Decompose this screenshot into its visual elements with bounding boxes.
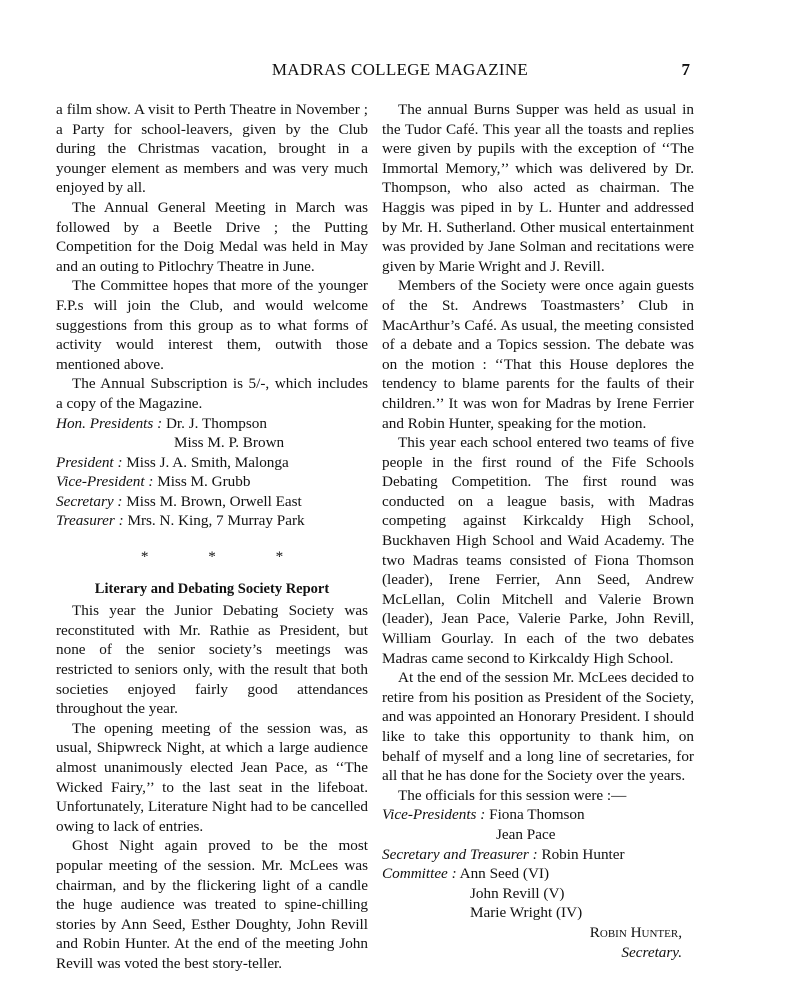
paragraph: Members of the Society were once again guests of the St. Andrews Toastmasters’ Club in MacArthur’s Café. As usual, the meeting consisted of a debate and a Topics session. The debate was on the motion : ‘‘That this House deplores the tendency to blame parents for the faults of their children.’’ It was won for Madras by Irene Ferrier and Robin Hunter, speaking for the motion.	[382, 277, 694, 432]
official-value: Fiona Thomson	[489, 806, 585, 824]
official-row	[382, 864, 694, 884]
paragraph: The Committee hopes that more of the younger F.P.s will join the Club, and would welcome suggestions from this group as to what forms of activity would interest them, outwith those mentioned above.	[56, 277, 368, 373]
official-label: Hon. Presidents :	[56, 414, 163, 432]
society-officials-list	[382, 805, 694, 923]
paragraph: This year the Junior Debating Society was reconstituted with Mr. Rathie as President, but none of the senior society’s meetings was restricted to seniors only, with the result that both societies enjoyed fairly good attendances throughout the year.	[56, 602, 368, 718]
running-title: MADRAS COLLEGE MAGAZINE	[271, 60, 529, 79]
official-row	[56, 472, 368, 492]
official-label: Vice-Presidents :	[382, 806, 486, 824]
official-value: Miss M. P. Brown	[174, 434, 285, 452]
official-value: Marie Wright (IV)	[470, 904, 583, 922]
official-row	[382, 884, 694, 904]
official-label: Committee :	[382, 865, 457, 883]
official-value: Miss M. Grubb	[157, 473, 251, 491]
official-row	[382, 903, 694, 923]
official-row	[56, 433, 368, 453]
paragraph: The opening meeting of the session was, as usual, Shipwreck Night, at which a large audience almost unanimously elected Jean Pace, as ‘‘The Wicked Fairy,’’ to the last seat in the lifeboat. Unfortunately, Literature Night had to be cancelled owing to lack of entries.	[56, 719, 368, 835]
official-label: President :	[56, 453, 123, 471]
signature-title: Secretary.	[621, 943, 682, 961]
official-value: Ann Seed (VI)	[459, 865, 550, 883]
right-column	[382, 100, 694, 962]
official-value: Jean Pace	[496, 825, 556, 843]
official-row	[382, 805, 694, 825]
official-value: John Revill (V)	[470, 884, 565, 902]
page-header	[0, 60, 800, 84]
left-column	[56, 100, 368, 974]
paragraph: The officials for this session were :—	[398, 786, 627, 804]
official-row	[56, 492, 368, 512]
official-value: Mrs. N. King, 7 Murray Park	[127, 512, 305, 530]
official-value: Miss J. A. Smith, Malonga	[126, 453, 289, 471]
paragraph: The annual Burns Supper was held as usual in the Tudor Café. This year all the toasts and replies were given by pupils with the exception of ‘‘The Immortal Memory,’’ which was delivered by Dr. Thompson, who also acted as chairman. The Haggis was piped in by L. Hunter and addressed by Mr. H. Sutherland. Other musical entertainment was provided by Jane Solman and recitations were given by Marie Wright and J. Revill.	[382, 101, 694, 275]
page-number: 7	[681, 60, 690, 79]
section-separator: * * *	[140, 548, 312, 566]
paragraph: The Annual Subscription is 5/-, which includes a copy of the Magazine.	[56, 375, 368, 412]
paragraph: At the end of the session Mr. McLees decided to retire from his position as President of the Society, and was appointed an Honorary President. I should like to take this opportunity to thank him, on behalf of myself and a long line of secretaries, for all that he has done for the Society over the years.	[382, 669, 694, 785]
paragraph: This year each school entered two teams of five people in the first round of the Fife Schools Debating Competition. The first round was conducted on a league basis, with Madras competing against Kirkcaldy High School, Buckhaven High School and Waid Academy. The two Madras teams consisted of Fiona Thomson (leader), Irene Ferrier, Ann Seed, Andrew McLellan, Colin Mitchell and Valerie Brown (leader), Jean Pace, Valerie Parke, John Revill, William Gourlay. In each of the two debates Madras came second to Kirkcaldy High School.	[382, 434, 694, 667]
official-value: Dr. J. Thompson	[165, 414, 267, 432]
official-label: Secretary :	[56, 492, 123, 510]
club-officials-list	[56, 414, 368, 532]
official-label: Secretary and Treasurer :	[382, 845, 538, 863]
paragraph: a film show. A visit to Perth Theatre in November ; a Party for school-leavers, given by the Club during the Christmas vacation, brought in a younger element as members and was very much enjoyed by all.	[56, 101, 368, 197]
official-row	[56, 511, 368, 531]
official-label: Treasurer :	[56, 512, 124, 530]
paragraph: Ghost Night again proved to be the most popular meeting of the session. Mr. McLees was chairman, and by the flickering light of a candle the huge audience was treated to spine-chilling stories by Ann Seed, Esther Doughty, John Revill and Robin Hunter. At the end of the meeting John Revill was voted the best story-teller.	[56, 837, 368, 972]
official-row	[56, 453, 368, 473]
section-heading: Literary and Debating Society Report	[94, 580, 330, 597]
official-row	[56, 414, 368, 434]
official-label: Vice-President :	[56, 473, 154, 491]
official-value: Miss M. Brown, Orwell East	[126, 492, 302, 510]
paragraph: The Annual General Meeting in March was followed by a Beetle Drive ; the Putting Competition for the Doig Medal was held in May and an outing to Pitlochry Theatre in June.	[56, 198, 368, 275]
official-row	[382, 825, 694, 845]
official-row	[382, 845, 694, 865]
signature-name: Robin Hunter,	[589, 923, 682, 941]
official-value: Robin Hunter	[541, 845, 625, 863]
